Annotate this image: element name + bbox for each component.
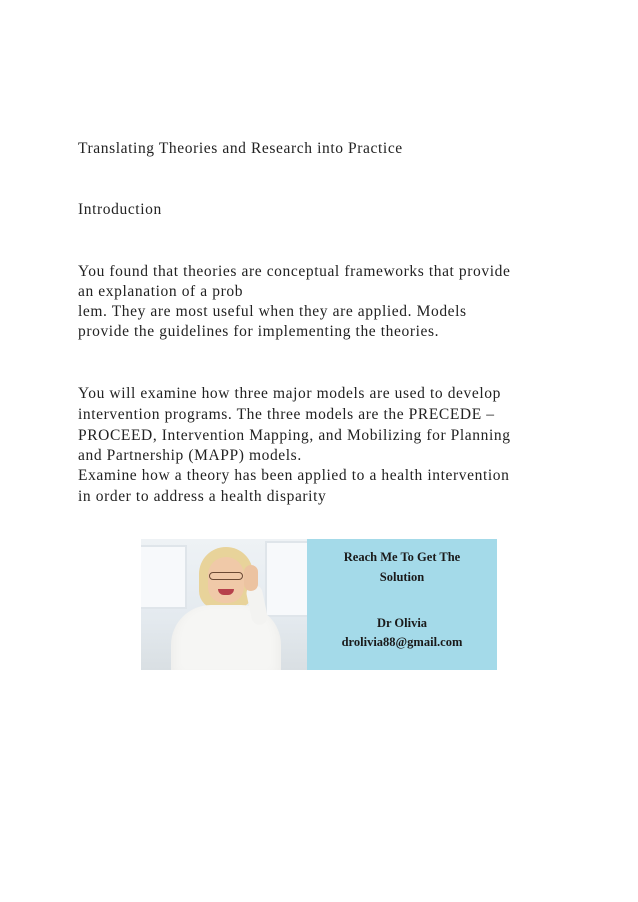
contact-name: Dr Olivia	[376, 616, 428, 630]
paragraph-line: Examine how a theory has been applied to a health intervention	[78, 467, 510, 484]
contact-email[interactable]: drolivia88@gmail.com	[341, 635, 463, 649]
woman-photo	[141, 539, 307, 670]
paragraph-line: and Partnership (MAPP) models.	[78, 447, 302, 464]
paragraph-line: PROCEED, Intervention Mapping, and Mobilizing for Planning	[78, 427, 511, 444]
document-title: Translating Theories and Research into Practice	[78, 140, 403, 157]
contact-banner	[141, 539, 497, 670]
paragraph-line: provide the guidelines for implementing the theories.	[78, 323, 440, 340]
paragraph-line: You found that theories are conceptual frameworks that provide	[78, 263, 511, 280]
section-heading: Introduction	[78, 201, 162, 218]
paragraph-line: You will examine how three major models are used to develop	[78, 385, 501, 402]
paragraph-line: an explanation of a prob	[78, 283, 244, 300]
contact-line-2: Solution	[379, 570, 425, 584]
paragraph-line: intervention programs. The three models are the PRECEDE –	[78, 406, 495, 423]
contact-info-panel	[307, 539, 497, 670]
contact-line-1: Reach Me To Get The	[343, 550, 461, 564]
paragraph-line: lem. They are most useful when they are applied. Models	[78, 303, 467, 320]
paragraph-line: in order to address a health disparity	[78, 488, 327, 505]
